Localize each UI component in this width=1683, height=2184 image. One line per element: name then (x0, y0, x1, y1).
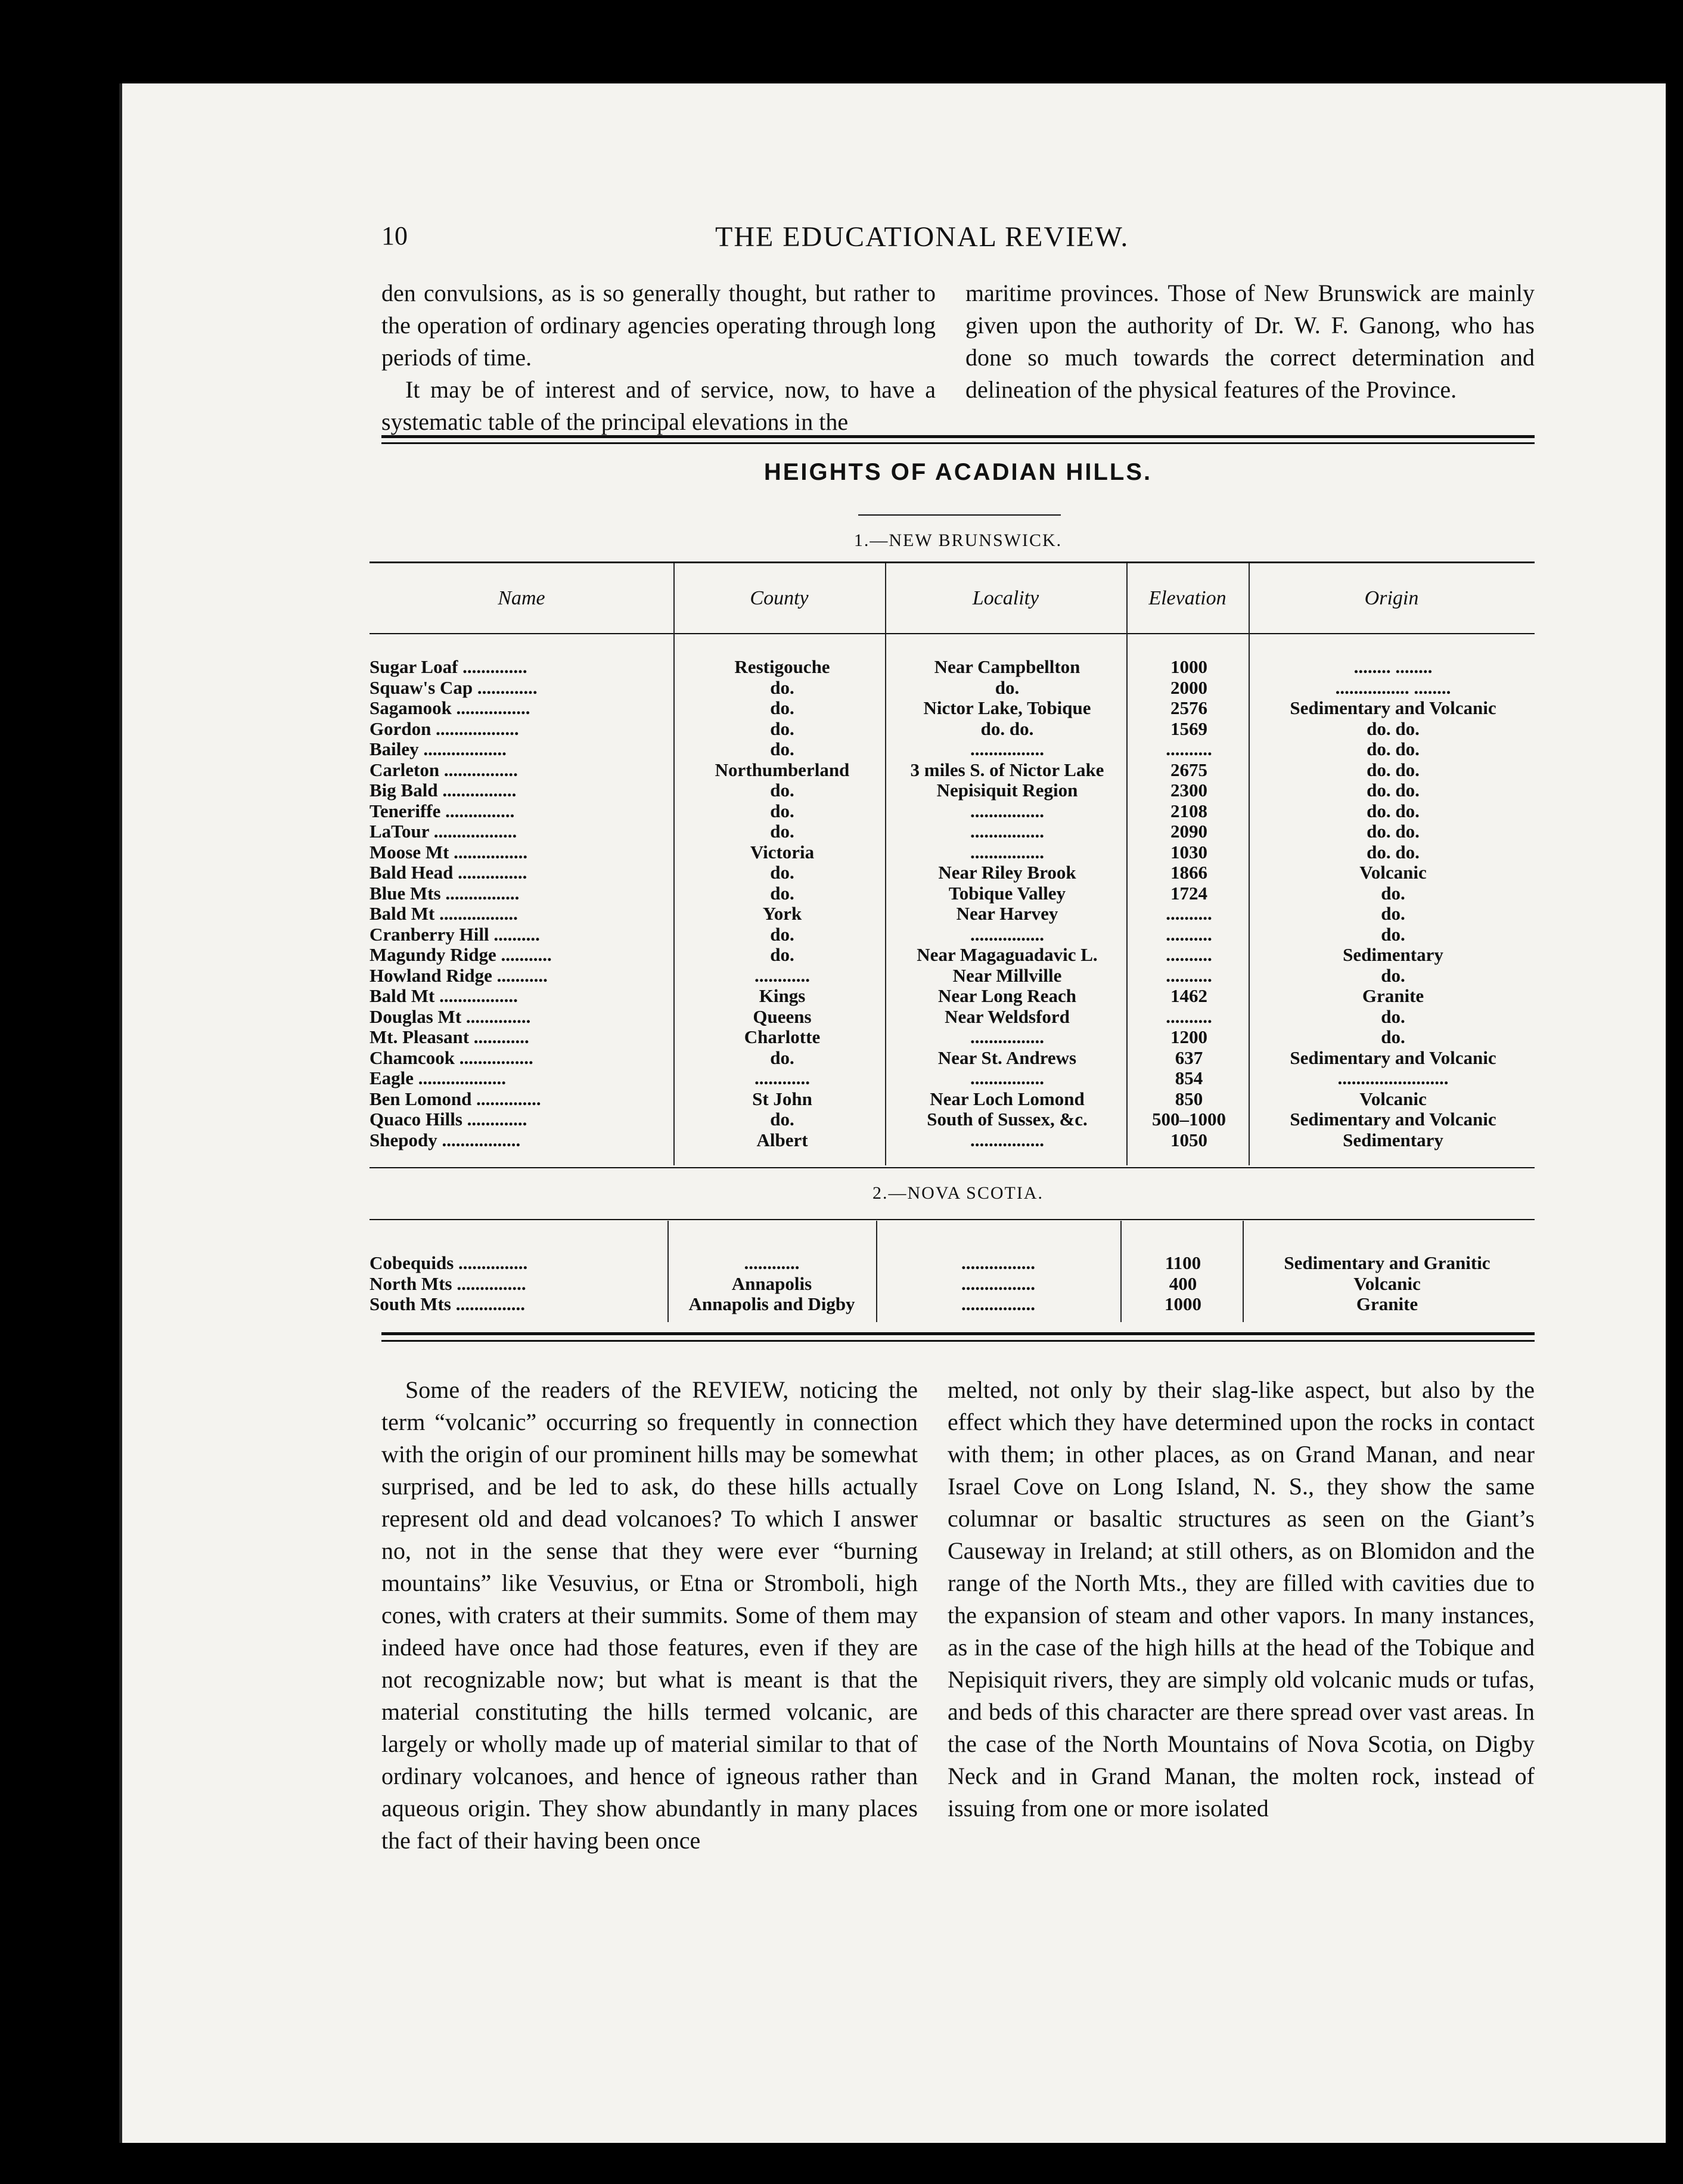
table-row (369, 925, 1523, 945)
cell-county: Queens (753, 1006, 812, 1027)
cell-origin: Sedimentary and Granitic (1284, 1252, 1491, 1273)
table-row (369, 657, 1523, 678)
cell-hill-name: Magundy Ridge ........... (369, 945, 552, 965)
body-left-paragraph: Some of the readers of the REVIEW, noticing the term “volcanic” occurring so frequently in connection with the origin of our prominent hills may be somewhat surprised, and be led to ask, do these hills actually represent old and dead volcanoes? To which I answer no, not in the sense that they were ever “burning mountains” like Vesuvius, or Etna or Stromboli, high cones, with craters at their summits. Some of them may indeed have once had those features, even if they are not recognizable now; but what is meant is that the material constituting the hills termed volcanic, are largely or wholly made up of material similar to that of ordinary volcanoes, and hence of igneous rather than aqueous origin. They show abundantly in many places the fact of their having been once (381, 1376, 918, 1854)
cell-locality: do. do. (980, 718, 1034, 739)
cell-hill-name: Moose Mt ................ (369, 842, 528, 863)
page-number: 10 (381, 221, 408, 250)
cell-hill-name: Bald Head ............... (369, 863, 527, 883)
cell-locality: ................ (970, 739, 1044, 759)
cell-origin: Sedimentary (1343, 1129, 1443, 1150)
cell-locality: 3 miles S. of Nictor Lake (910, 759, 1104, 780)
cell-locality: ................ (961, 1252, 1035, 1273)
table-title: HEIGHTS OF ACADIAN HILLS. (763, 459, 1153, 485)
cell-hill-name: Sugar Loaf .............. (369, 657, 527, 677)
cell-origin: do. do. (1367, 800, 1420, 821)
intro-right-paragraph: maritime provinces. Those of New Brunswick are mainly given upon the authority of Dr. W. F. Ganong, who has done so much towards the correct determination and delineation of the physical features of the Province. (965, 280, 1535, 403)
cell-hill-name: Cranberry Hill .......... (369, 924, 540, 945)
cell-county: Victoria (750, 841, 815, 863)
cell-elevation: 1030 (1170, 841, 1207, 863)
cell-elevation: 1569 (1170, 718, 1207, 739)
cell-hill-name: LaTour .................. (369, 821, 517, 842)
intro-left-column (381, 277, 936, 438)
cell-hill-name: Quaco Hills ............. (369, 1109, 527, 1130)
cell-hill-name: Howland Ridge ........... (369, 965, 548, 986)
cell-elevation: 1100 (1165, 1252, 1201, 1273)
table-row (369, 698, 1523, 719)
table-row (369, 760, 1523, 781)
double-rule-bottom (381, 1332, 1535, 1335)
cell-elevation: 854 (1175, 1068, 1203, 1088)
cell-county: do. (770, 923, 794, 945)
cell-origin: do. (1381, 903, 1405, 924)
table-row (369, 780, 1523, 801)
cell-county: Kings (759, 985, 806, 1006)
cell-county: do. (770, 1047, 794, 1068)
cell-origin: Sedimentary and Volcanic (1290, 1109, 1496, 1130)
cell-locality: Tobique Valley (948, 882, 1066, 904)
cell-origin: do. do. (1367, 739, 1420, 759)
cell-elevation: 1000 (1165, 1293, 1201, 1314)
cell-origin: Granite (1362, 985, 1424, 1006)
cell-county: do. (770, 677, 794, 698)
cell-elevation: 850 (1175, 1088, 1203, 1109)
rule-bottom-thin (381, 1340, 1535, 1342)
table-row (369, 1027, 1523, 1048)
cell-origin: Volcanic (1353, 1273, 1421, 1294)
cell-county: do. (770, 780, 794, 801)
cell-elevation: 2675 (1170, 759, 1207, 780)
cell-hill-name: Carleton ................ (369, 759, 518, 780)
body-right-paragraph: melted, not only by their slag-like aspect, but also by the effect which they have determined upon the rocks in contact with them; in other places, as on Grand Manan, and near Israel Cove on Long Island, N. S., they show the same columnar or basaltic structures as seen on the Giant’s Causeway in Ireland; at still others, as on Blomidon and the range of the North Mts., they are filled with cavities due to the expansion of steam and other vapors. In many instances, as in the case of the high hills at the head of the Tobique and Nepisiquit rivers, they are simply old volcanic muds or tufas, and beds of this character are there spread over vast areas. In the case of the North Mountains of Nova Scotia, on Digby Neck and in Grand Manan, the molten rock, instead of issuing from one or more isolated (948, 1376, 1535, 1822)
cell-county: do. (770, 944, 794, 965)
column-header-origin: Origin (1364, 587, 1419, 609)
table-row (369, 1068, 1523, 1089)
section2-top-rule (369, 1219, 1535, 1220)
cell-hill-name: Chamcook ................ (369, 1047, 533, 1068)
table-row (369, 883, 1523, 904)
cell-origin: Sedimentary and Volcanic (1290, 697, 1496, 718)
cell-county: ............ (754, 964, 810, 986)
column-header-locality: Locality (972, 587, 1039, 609)
table-row (369, 1089, 1523, 1110)
table-row (369, 1048, 1523, 1069)
cell-locality: Near Riley Brook (938, 862, 1076, 883)
cell-elevation: 400 (1169, 1273, 1197, 1294)
cell-hill-name: Sagamook ................ (369, 698, 530, 718)
cell-elevation: 637 (1175, 1047, 1203, 1068)
table-header-bottom-rule (369, 633, 1535, 634)
cell-origin: do. (1381, 923, 1405, 945)
cell-elevation: .......... (1166, 903, 1212, 924)
cell-county: do. (770, 739, 794, 759)
cell-county: Annapolis and Digby (688, 1293, 855, 1314)
cell-locality: South of Sussex, &c. (927, 1109, 1088, 1130)
cell-origin: Volcanic (1359, 862, 1427, 883)
cell-origin: do. do. (1367, 821, 1420, 842)
cell-origin: Granite (1356, 1293, 1418, 1314)
column-header-county: County (750, 587, 809, 609)
cell-hill-name: Eagle ................... (369, 1068, 507, 1088)
cell-elevation: .......... (1166, 964, 1212, 986)
cell-elevation: 1050 (1170, 1129, 1207, 1150)
table-row (369, 1007, 1523, 1028)
cell-hill-name: Bailey .................. (369, 739, 507, 759)
cell-locality: do. (995, 677, 1020, 698)
cell-locality: Near Long Reach (938, 985, 1076, 1006)
cell-hill-name: Teneriffe ............... (369, 801, 515, 821)
cell-county: Northumberland (715, 759, 850, 780)
section-divider-rule (369, 1167, 1535, 1168)
table-row (369, 1253, 1523, 1274)
cell-county: do. (770, 800, 794, 821)
cell-origin: ........................ (1337, 1068, 1449, 1088)
cell-hill-name: South Mts ............... (369, 1294, 525, 1314)
table-row (369, 1294, 1523, 1315)
cell-county: ............ (754, 1068, 810, 1088)
column-header-name: Name (498, 587, 545, 609)
table-row (369, 1130, 1523, 1151)
cell-elevation: 2000 (1170, 677, 1207, 698)
page-header (381, 221, 1550, 262)
cell-origin: do. do. (1367, 780, 1420, 801)
table-row (369, 739, 1523, 760)
cell-locality: Near Weldsford (945, 1006, 1070, 1027)
cell-hill-name: Gordon .................. (369, 718, 519, 739)
cell-county: do. (770, 697, 794, 718)
cell-locality: ................ (970, 923, 1044, 945)
cell-county: do. (770, 821, 794, 842)
cell-hill-name: Shepody ................. (369, 1130, 521, 1150)
section-title-nova-scotia: 2.—NOVA SCOTIA. (872, 1183, 1044, 1203)
cell-locality: Nepisiquit Region (936, 780, 1078, 801)
cell-hill-name: North Mts ............... (369, 1273, 526, 1294)
cell-locality: ................ (961, 1273, 1035, 1294)
cell-origin: do. (1381, 964, 1405, 986)
body-right-column (948, 1374, 1535, 1825)
table-row (369, 842, 1523, 863)
cell-locality: ................ (970, 821, 1044, 842)
cell-locality: ................ (970, 841, 1044, 863)
cell-hill-name: Big Bald ................ (369, 780, 517, 801)
cell-origin: do. (1381, 1026, 1405, 1047)
cell-hill-name: Bald Mt ................. (369, 986, 518, 1006)
cell-hill-name: Ben Lomond .............. (369, 1088, 541, 1109)
cell-locality: ................ (970, 1026, 1044, 1047)
column-header-elevation: Elevation (1148, 587, 1226, 609)
cell-locality: ................ (961, 1293, 1035, 1314)
cell-county: St John (752, 1088, 812, 1109)
table-row (369, 678, 1523, 699)
table-row (369, 821, 1523, 842)
body-left-column (381, 1374, 918, 1857)
table-row (369, 863, 1523, 883)
cell-elevation: 1000 (1170, 656, 1207, 677)
cell-locality: Near Loch Lomond (930, 1088, 1085, 1109)
cell-origin: do. do. (1367, 759, 1420, 780)
cell-elevation: 1724 (1170, 882, 1207, 904)
cell-locality: ................ (970, 1129, 1044, 1150)
cell-origin: ................ ........ (1335, 677, 1451, 698)
new-brunswick-table (369, 657, 1535, 1158)
cell-elevation: 2108 (1170, 800, 1207, 821)
double-rule-top (381, 435, 1535, 438)
cell-locality: Near Harvey (956, 903, 1058, 924)
cell-hill-name: Mt. Pleasant ............ (369, 1027, 529, 1047)
cell-origin: do. (1381, 882, 1405, 904)
cell-locality: Near Campbellton (934, 656, 1080, 677)
cell-county: do. (770, 862, 794, 883)
cell-origin: ........ ........ (1353, 656, 1433, 677)
cell-hill-name: Squaw's Cap ............. (369, 677, 538, 698)
cell-locality: Near Magaguadavic L. (917, 944, 1098, 965)
cell-locality: ................ (970, 1068, 1044, 1088)
title-underline (858, 514, 1061, 516)
table-row (369, 1109, 1523, 1130)
cell-county: ............ (744, 1252, 800, 1273)
intro-left-paragraph-2: It may be of interest and of service, now, to have a systematic table of the principal elevations in the (381, 376, 936, 435)
table-row (369, 801, 1523, 822)
cell-elevation: .......... (1166, 944, 1212, 965)
cell-hill-name: Douglas Mt .............. (369, 1006, 531, 1027)
cell-origin: do. (1381, 1006, 1405, 1027)
table-row (369, 945, 1523, 966)
cell-locality: Near Millville (952, 964, 1062, 986)
cell-elevation: 2576 (1170, 697, 1207, 718)
cell-county: do. (770, 1109, 794, 1130)
table-header-top-rule (369, 561, 1535, 563)
table-row (369, 904, 1523, 925)
cell-origin: Sedimentary and Volcanic (1290, 1047, 1496, 1068)
cell-county: do. (770, 718, 794, 739)
cell-elevation: 2090 (1170, 821, 1207, 842)
intro-right-column (965, 277, 1535, 406)
cell-hill-name: Bald Mt ................. (369, 904, 518, 924)
cell-elevation: 1866 (1170, 862, 1207, 883)
intro-left-paragraph-1: den convulsions, as is so generally thought, but rather to the operation of ordinary agencies operating through long periods of time. (381, 280, 936, 371)
section-title-new-brunswick: 1.—NEW BRUNSWICK. (853, 531, 1063, 550)
cell-county: York (762, 903, 802, 924)
table-row (369, 719, 1523, 740)
cell-county: Charlotte (744, 1026, 821, 1047)
cell-hill-name: Blue Mts ................ (369, 883, 520, 904)
rule-top-thin (381, 442, 1535, 444)
cell-elevation: 2300 (1170, 780, 1207, 801)
cell-elevation: .......... (1166, 1006, 1212, 1027)
cell-elevation: 1462 (1170, 985, 1207, 1006)
table-row (369, 1274, 1523, 1295)
cell-origin: Volcanic (1359, 1088, 1427, 1109)
cell-elevation: 500–1000 (1152, 1109, 1226, 1130)
cell-county: Restigouche (734, 656, 830, 677)
table-row (369, 966, 1523, 986)
cell-county: do. (770, 882, 794, 904)
cell-locality: Nictor Lake, Tobique (923, 697, 1091, 718)
cell-origin: do. do. (1367, 841, 1420, 863)
cell-elevation: .......... (1166, 923, 1212, 945)
cell-locality: ................ (970, 800, 1044, 821)
cell-origin: Sedimentary (1343, 944, 1443, 965)
cell-elevation: .......... (1166, 739, 1212, 759)
journal-title: THE EDUCATIONAL REVIEW. (715, 221, 1129, 253)
cell-elevation: 1200 (1170, 1026, 1207, 1047)
nova-scotia-table (369, 1253, 1535, 1319)
cell-county: Albert (756, 1129, 808, 1150)
cell-hill-name: Cobequids ............... (369, 1253, 528, 1273)
cell-county: Annapolis (731, 1273, 812, 1294)
cell-origin: do. do. (1367, 718, 1420, 739)
cell-locality: Near St. Andrews (937, 1047, 1077, 1068)
table-row (369, 986, 1523, 1007)
